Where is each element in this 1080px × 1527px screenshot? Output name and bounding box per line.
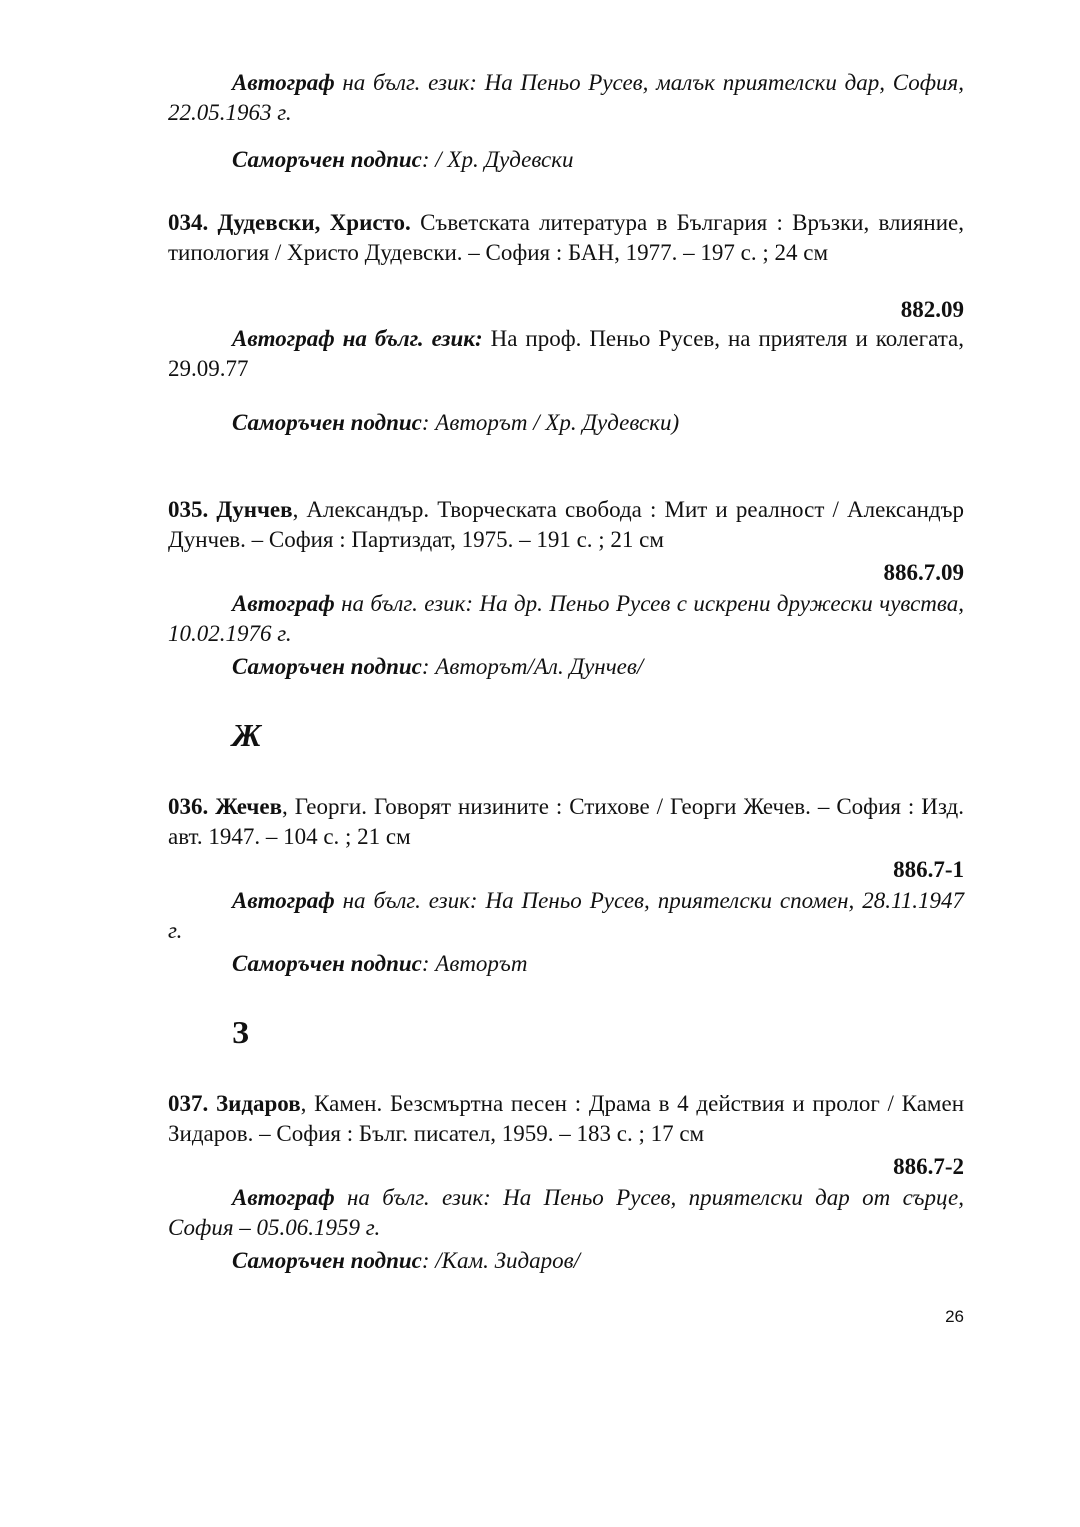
entry-037-signature [232,1246,964,1276]
entry-034-description [168,208,964,268]
entry-034-signature [232,408,964,438]
section-letter-z: З [232,1014,249,1050]
entry-034-udc: 882.09 [900,297,964,322]
autograph-text: на бълг. език: На Пеньо Русев, приятелски дар от сърце, София – 05.06.1959 г. [168,1185,964,1240]
entry-036-udc: 886.7-1 [893,857,964,882]
entry-bibliographic-text: Говорят низините : Стихове / Георги Жечев. – София : Изд. авт. 1947. – 104 с. ; 21 см [168,794,965,849]
entry-prev-signature [232,145,964,175]
autograph-text: на бълг. език: На Пеньо Русев, малък приятелски дар, София, 22.05.1963 г. [168,70,964,125]
section-letter-zh: Ж [232,717,262,753]
autograph-text: на бълг. език: На Пеньо Русев, приятелски спомен, 28.11.1947 г. [168,888,964,943]
entry-author-surname: Дунчев [216,497,293,522]
signature-text: : Авторът [421,951,528,976]
signature-label: Саморъчен подпис [232,951,422,976]
signature-text: : Авторът/Ал. Дунчев/ [421,654,644,679]
entry-number: 034. [168,210,209,235]
entry-author-name: , Георги. [282,794,367,819]
entry-author-surname: Жечев [215,794,283,819]
autograph-label: Автограф [232,1185,335,1210]
entry-bibliographic-text: Творческата свобода : Мит и реалност / Александър Дунчев. – София : Партиздат, 1975. – 191 с. ; 21 см [168,497,964,552]
signature-text: : /Кам. Зидаров/ [421,1248,581,1273]
page-number: 26 [945,1307,964,1326]
entry-034-autograph [168,324,964,384]
signature-label: Саморъчен подпис [232,410,422,435]
entry-bibliographic-text: Безсмъртна песен : Драма в 4 действия и пролог / Камен Зидаров. – София : Бълг. писател, 1959. – 183 с. ; 17 см [168,1091,964,1146]
entry-037-autograph [168,1183,964,1243]
signature-label: Саморъчен подпис [232,654,422,679]
entry-author-name: , Александър. [292,497,430,522]
signature-text: : Авторът / Хр. Дудевски) [421,410,680,435]
signature-label: Саморъчен подпис [232,1248,422,1273]
entry-bibliographic-text: Съветската литература в България : Връзки, влияние, типология / Христо Дудевски. – София : БАН, 1977. – 197 с. ; 24 см [168,210,964,265]
entry-037-udc: 886.7-2 [893,1154,964,1179]
entry-number: 037. [168,1091,209,1116]
autograph-label: Автограф на бълг. език: [232,326,483,351]
entry-036-signature [232,949,964,979]
entry-035-autograph [168,589,964,649]
autograph-text: на бълг. език: На др. Пеньо Русев с искрени дружески чувства, 10.02.1976 г. [168,591,964,646]
entry-author-surname: Зидаров [215,1091,301,1116]
entry-035-signature [232,652,964,682]
autograph-label: Автограф [232,70,335,95]
autograph-label: Автограф [232,888,335,913]
signature-label: Саморъчен подпис [232,147,422,172]
entry-035-description [168,495,964,555]
entry-036-autograph [168,886,964,946]
entry-number: 035. [168,497,209,522]
entry-number: 036. [168,794,209,819]
signature-text: : / Хр. Дудевски [421,147,574,172]
autograph-text: На проф. Пеньо Русев, на приятеля и колегата, 29.09.77 [168,326,964,381]
entry-author: Дудевски, Христо. [217,210,411,235]
entry-037-description [168,1089,964,1149]
autograph-label: Автограф [232,591,335,616]
entry-036-description [168,792,964,852]
entry-author-name: , Камен. [300,1091,383,1116]
entry-prev-autograph [168,68,964,128]
entry-035-udc: 886.7.09 [883,560,964,585]
